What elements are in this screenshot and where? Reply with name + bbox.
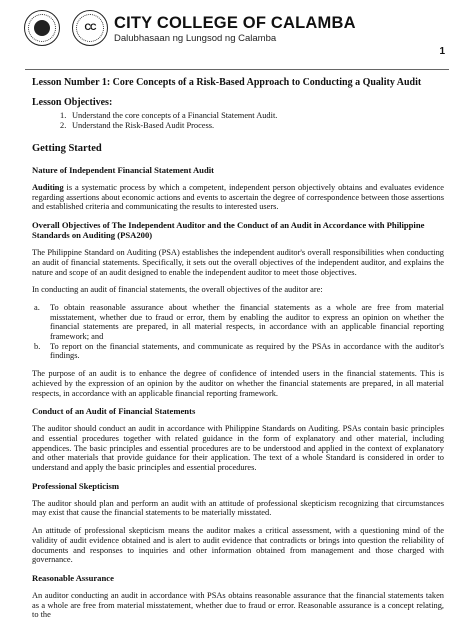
document-body (32, 77, 444, 620)
auditing-term: Auditing (32, 183, 64, 192)
cc-logo-text: CC (84, 22, 96, 32)
college-cc-logo (72, 10, 108, 46)
objectives-heading: Lesson Objectives: (32, 97, 113, 108)
objective-text: Understand the core concepts of a Financial Statement Audit. (72, 111, 278, 120)
objectives-list (32, 111, 444, 131)
overall-objectives-heading: Overall Objectives of The Independent Auditor and the Conduct of an Audit in Accordance with Philippine Standards on Auditing (PSA200) (32, 220, 425, 241)
college-seal-logo (24, 10, 60, 46)
college-name: CITY COLLEGE OF CALAMBA (114, 14, 356, 32)
lesson-title: Lesson Number 1: Core Concepts of a Risk-Based Approach to Conducting a Quality Audit (32, 77, 422, 88)
psa-paragraph: The Philippine Standard on Auditing (PSA) establishes the independent auditor's overall responsibilities when conducting an audit of financial statements. Specifically, it sets out the overall objectives of the independent auditor, and explains the nature and scope of an audit designed to enable the independent auditor to meet those objectives. (32, 248, 444, 277)
getting-started-heading: Getting Started (32, 143, 102, 154)
nature-heading: Nature of Independent Financial Statement Audit (32, 165, 214, 175)
conduct-heading: Conduct of an Audit of Financial Statements (32, 406, 196, 417)
auditor-objective-item (32, 303, 444, 342)
page-number: 1 (439, 46, 445, 57)
auditor-objectives-list (32, 303, 444, 361)
purpose-paragraph: The purpose of an audit is to enhance the degree of confidence of intended users in the financial statements. This is achieved by the expression of an opinion by the auditor on whether the financial statements are prepared, in all material respects, in accordance with an applicable financial reporting framework. (32, 369, 444, 398)
item-marker: b. (34, 341, 41, 351)
assurance-paragraph: An auditor conducting an audit in accordance with PSAs obtains reasonable assurance that the financial statements taken as a whole are free from material misstatement, whether due to fraud or error. Reasonable assurance is a concept relating, to the (32, 590, 444, 620)
seal-core (34, 20, 50, 36)
objective-text: Understand the Risk-Based Audit Process. (72, 121, 215, 130)
item-marker: a. (34, 302, 40, 312)
auditing-definition (32, 183, 444, 212)
header-divider (25, 69, 449, 70)
objective-item (32, 121, 444, 131)
skepticism-heading: Professional Skepticism (32, 480, 119, 491)
objective-number: 1. (60, 111, 67, 120)
auditor-objective-item (32, 342, 444, 361)
skepticism-paragraph-1: The auditor should plan and perform an audit with an attitude of professional skepticism recognizing that circumstances may exist that cause the financial statements to be materially misstated. (32, 498, 444, 518)
college-subtitle: Dalubhasaan ng Lungsod ng Calamba (114, 33, 277, 44)
skepticism-paragraph-2: An attitude of professional skepticism means the auditor makes a critical assessment, with a questioning mind of the validity of audit evidence obtained and is alert to audit evidence that contradicts or brings into question the reliability of documents and responses to inquiries and other information obtained from management and those charged with governance. (32, 526, 444, 565)
auditing-definition-text: is a systematic process by which a competent, independent person objectively obtains and evaluates evidence regarding assertions about economic actions and events to ascertain the degree of correspondence between those assertions and established criteria and communicating the results to interested users. (32, 183, 444, 212)
item-text: To report on the financial statements, and communicate as required by the PSAs in accordance with the auditor's findings. (50, 341, 444, 361)
assurance-heading: Reasonable Assurance (32, 572, 114, 583)
objective-item (32, 111, 444, 121)
item-text: To obtain reasonable assurance about whether the financial statements as a whole are free from material misstatement, whether due to fraud or error, them by enabling the auditor to express an opinion on whether the financial statements are prepared, in all material respects, in accordance with an applicable financial reporting framework; and (50, 302, 444, 342)
objectives-intro-paragraph: In conducting an audit of financial statements, the overall objectives of the auditor are: (32, 285, 323, 295)
conduct-paragraph: The auditor should conduct an audit in accordance with Philippine Standards on Auditing. PSAs contain basic principles and essential procedures together with related guidance in the form of explanatory and other material, including appendices. The basic principles and essential procedures are to be understood and applied in the context of explanatory and other materials that provide guidance for their application. The text of a whole Standard is considered in order to understand and apply the basic principles and essential procedures. (32, 424, 444, 473)
objective-number: 2. (60, 121, 67, 130)
